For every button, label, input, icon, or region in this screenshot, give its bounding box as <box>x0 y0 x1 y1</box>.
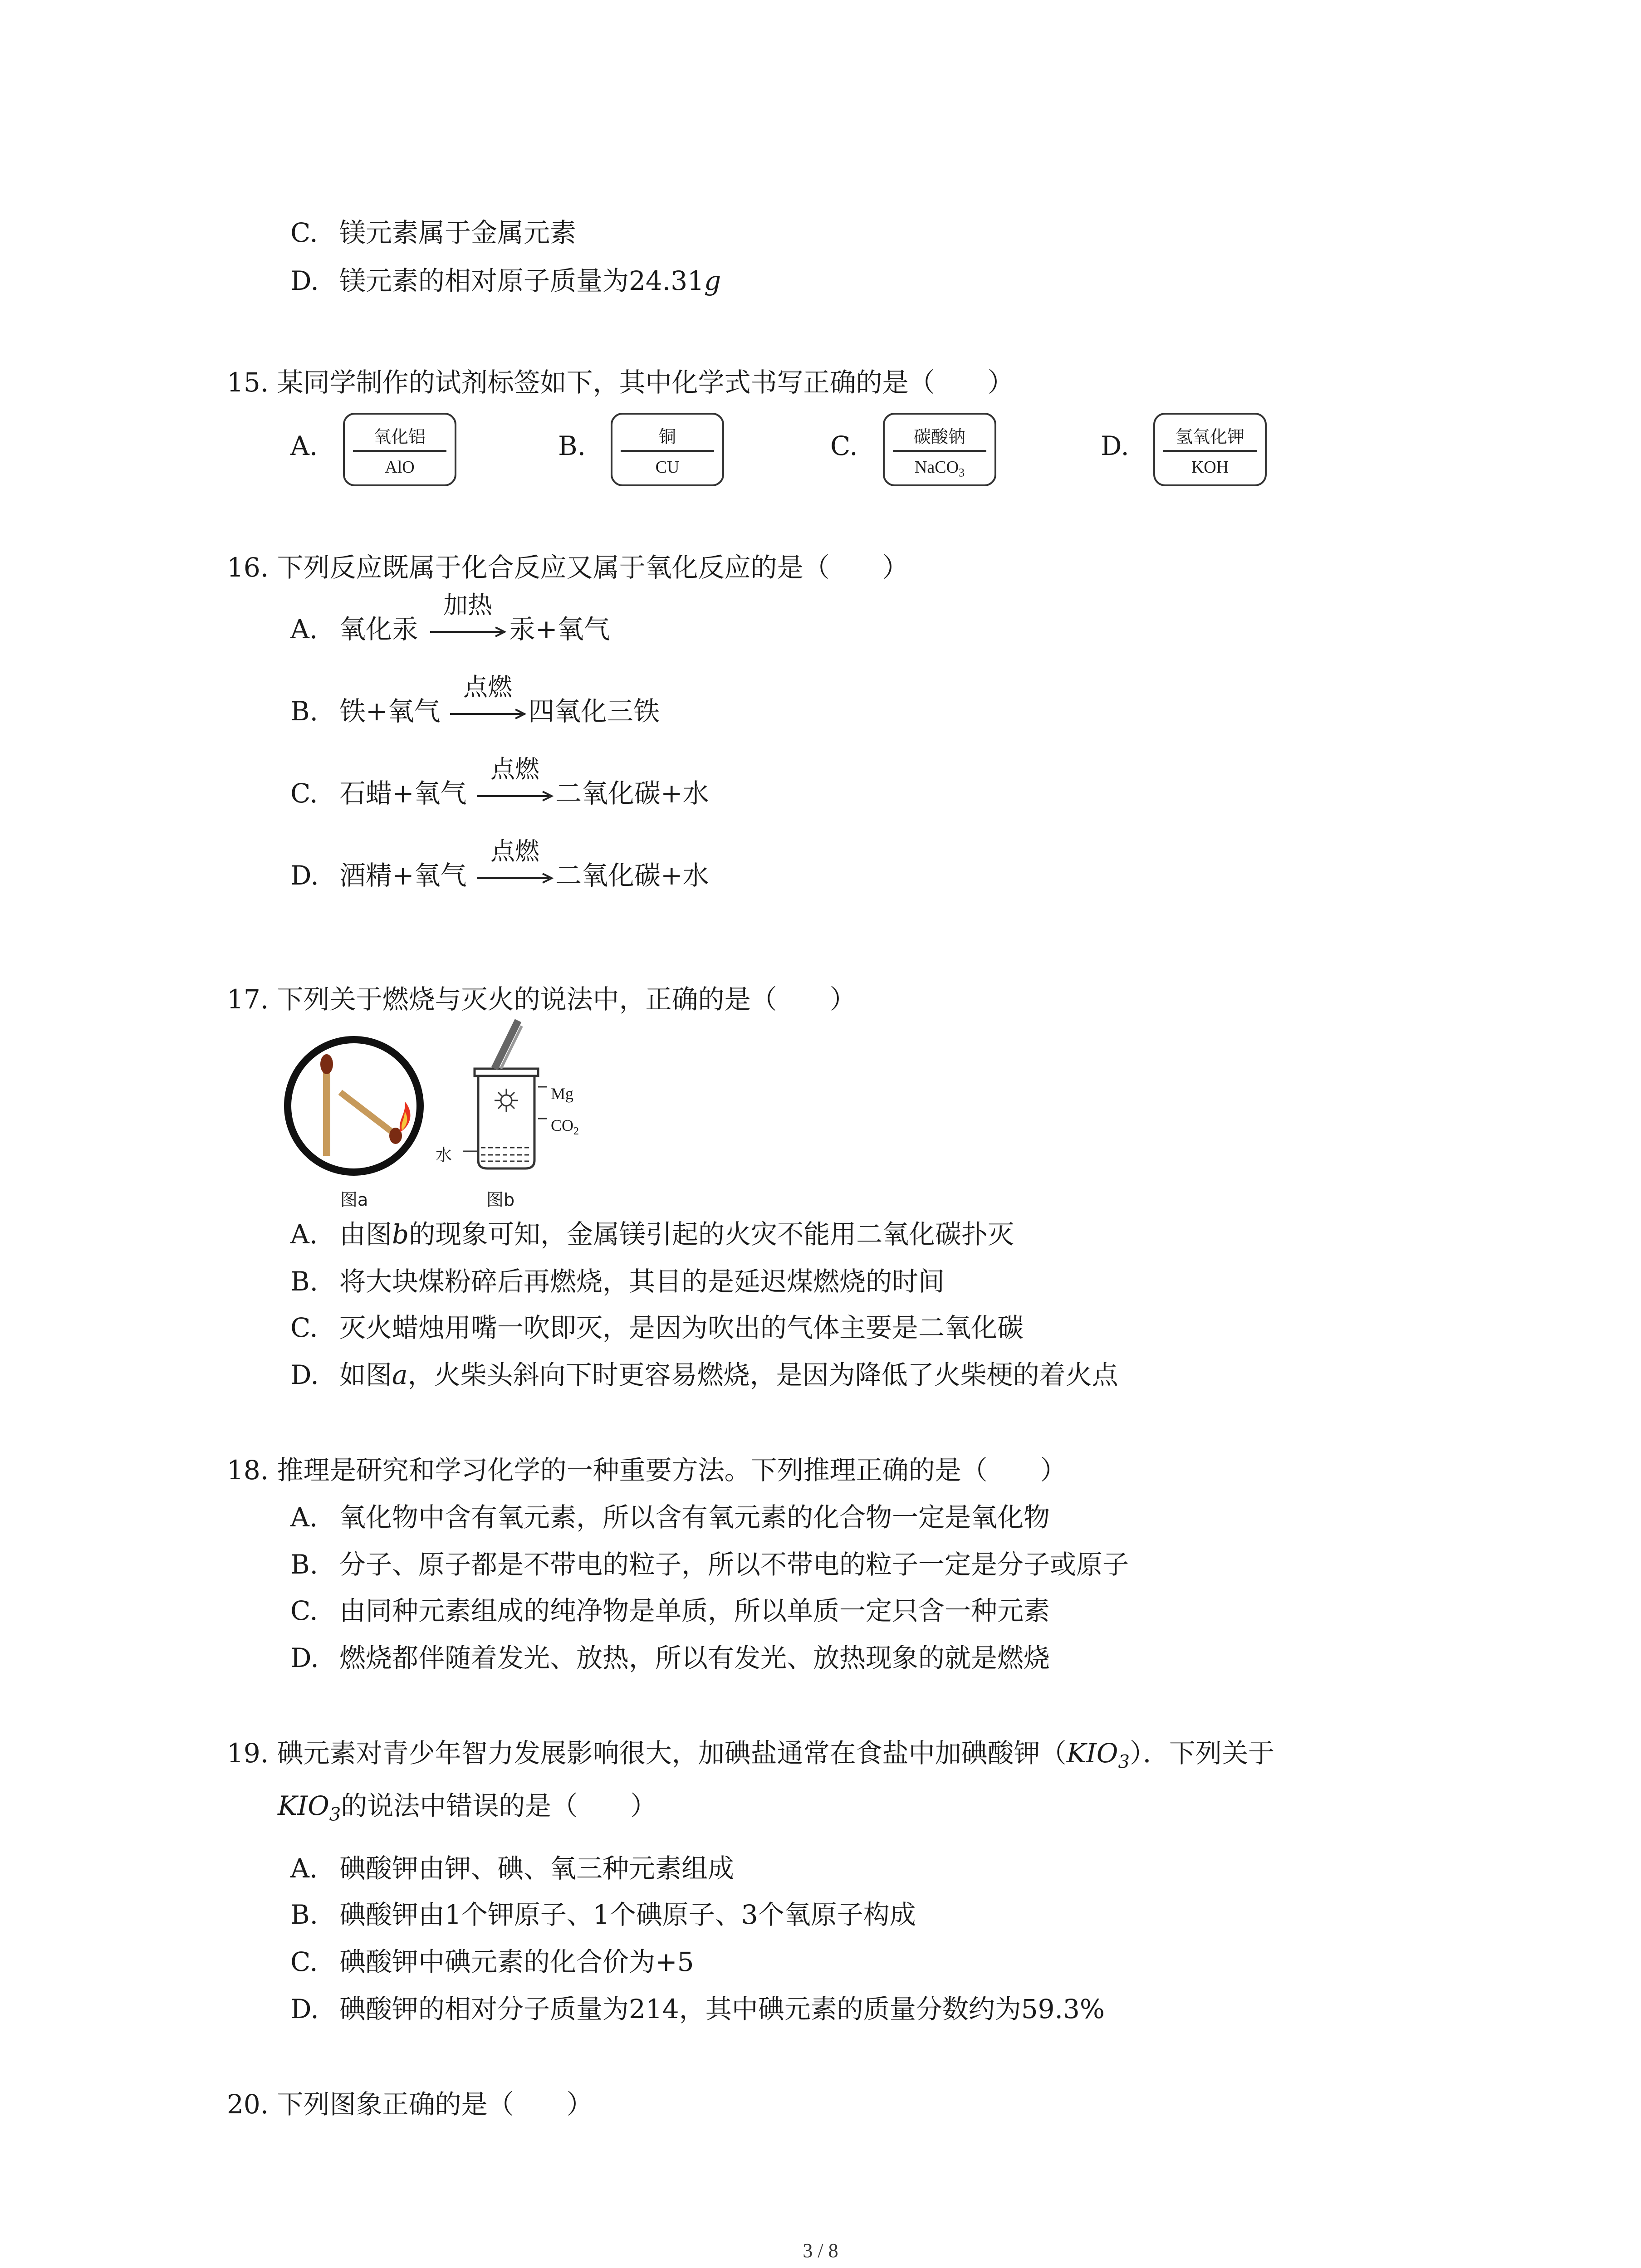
figure-var: b <box>392 1219 409 1250</box>
figure-a-caption: 图a <box>340 1190 368 1210</box>
option-letter: D. <box>290 265 319 296</box>
option-letter: A. <box>290 1219 318 1250</box>
option-text: 镁元素的相对原子质量为24.31 <box>339 265 705 296</box>
q14-option-c <box>290 217 576 249</box>
option-text: 碘酸钾的相对分子质量为214，其中碘元素的质量分数约为59.3% <box>339 1994 1105 2024</box>
reactants: 酒精+氧气 <box>339 860 467 891</box>
label-formula: CU <box>655 458 680 477</box>
q20-stem: 20. 下列图象正确的是（ ） <box>227 2089 593 2120</box>
option-text: 分子、原子都是不带电的粒子，所以不带电的粒子一定是分子或原子 <box>339 1549 1129 1580</box>
q18-option-b <box>290 1549 1129 1580</box>
q18-option-c <box>290 1595 1050 1627</box>
q19-stem-line2: $KIO_3$的说法中错误的是（ ） <box>278 1790 657 1825</box>
q18-option-a <box>290 1501 1050 1533</box>
q15-option-a-letter: A. <box>290 430 318 461</box>
label-formula: KOH <box>1191 458 1229 477</box>
unit-text: g <box>704 265 721 296</box>
option-text: 如图 <box>339 1359 392 1390</box>
option-text: 的现象可知，金属镁引起的火灾不能用二氧化碳扑灭 <box>409 1219 1014 1250</box>
reactants: 石蜡+氧气 <box>339 778 467 809</box>
label-name: 氢氧化钾 <box>1175 427 1244 447</box>
q19-option-c <box>290 1946 694 1978</box>
reaction-condition: 点燃 <box>490 755 539 783</box>
reaction-arrow-d <box>476 838 554 888</box>
reactants: 氧化汞 <box>339 614 419 645</box>
q19-stem-line1: 19. 碘元素对青少年智力发展影响很大，加碘盐通常在食盐中加碘酸钾$(KIO_3)$．下列关于 <box>227 1738 1274 1773</box>
option-text: 燃烧都伴随着发光、放热，所以有发光、放热现象的就是燃烧 <box>339 1642 1050 1673</box>
arrow-icon <box>476 789 554 803</box>
q18-option-d <box>290 1642 1050 1674</box>
q14-option-d <box>290 265 721 297</box>
option-letter: B. <box>290 696 318 727</box>
reagent-label-b <box>611 413 724 486</box>
option-letter: D. <box>290 1994 319 2024</box>
option-letter: D. <box>290 1359 319 1390</box>
option-letter: B. <box>290 1549 318 1580</box>
option-letter: A. <box>290 614 318 645</box>
option-letter: C. <box>290 1595 318 1626</box>
option-letter: C. <box>290 778 318 809</box>
products: 汞+氧气 <box>509 614 610 645</box>
label-divider <box>893 450 986 452</box>
label-divider <box>621 450 714 452</box>
q15-stem: 15. 某同学制作的试剂标签如下，其中化学式书写正确的是（ ） <box>227 367 1014 398</box>
formula-kio3: $KIO_3$ <box>278 1790 341 1825</box>
option-letter: A. <box>290 1502 318 1533</box>
reaction-condition: 点燃 <box>463 673 512 701</box>
reaction-arrow-a <box>429 591 506 641</box>
arrow-icon <box>449 707 526 721</box>
reagent-label-a <box>343 413 456 486</box>
figure-b-mg-label: Mg <box>551 1085 574 1103</box>
reaction-arrow-b <box>449 674 526 723</box>
products: 二氧化碳+水 <box>555 778 709 809</box>
q15-option-d-letter: D. <box>1101 430 1129 461</box>
q17-option-d <box>290 1359 1118 1391</box>
reaction-condition: 点燃 <box>490 837 539 865</box>
label-name: 铜 <box>658 427 676 447</box>
option-letter: C. <box>290 217 318 248</box>
formula-kio3: $KIO_3$ <box>1066 1738 1130 1773</box>
q16-option-b <box>290 695 441 727</box>
option-text: 氧化物中含有氧元素，所以含有氧元素的化合物一定是氧化物 <box>339 1502 1050 1533</box>
arrow-icon <box>429 625 506 639</box>
figure-a-match-icon <box>281 1033 431 1183</box>
arrow-icon <box>476 871 554 885</box>
q17-option-a <box>290 1218 1014 1250</box>
q17-option-c <box>290 1312 1024 1344</box>
q16-option-d <box>290 860 467 891</box>
page-number: 3 / 8 <box>803 2239 838 2262</box>
option-letter: C. <box>290 1312 318 1343</box>
label-name: 氧化铝 <box>373 427 426 447</box>
q19-option-d <box>290 1993 1105 2025</box>
figure-b-water-label: 水 <box>436 1146 452 1164</box>
option-letter: A. <box>290 1853 318 1884</box>
q19-option-b <box>290 1899 916 1931</box>
option-text: 碘酸钾由1个钾原子、1个碘原子、3个氧原子构成 <box>339 1899 916 1930</box>
reactants: 铁+氧气 <box>339 696 441 727</box>
label-divider <box>1163 450 1257 452</box>
q17-option-b <box>290 1266 945 1297</box>
q16-stem: 16. 下列反应既属于化合反应又属于氧化反应的是（ ） <box>227 552 909 583</box>
figure-b-co2-label: $CO_2$ <box>551 1116 579 1138</box>
option-letter: B. <box>290 1266 318 1297</box>
figure-b-caption: 图b <box>486 1190 515 1210</box>
option-letter: B. <box>290 1899 318 1930</box>
reagent-label-d <box>1153 413 1267 486</box>
figure-var: a <box>392 1359 408 1390</box>
q16-option-a <box>290 613 418 645</box>
option-text: 碘酸钾中碘元素的化合价为+5 <box>339 1946 694 1977</box>
reaction-condition: 加热 <box>443 591 492 619</box>
option-text: 碘酸钾由钾、碘、氧三种元素组成 <box>339 1853 735 1884</box>
label-divider <box>353 450 446 452</box>
label-formula: AlO <box>385 458 415 477</box>
reaction-arrow-c <box>476 756 554 806</box>
q17-stem: 17. 下列关于燃烧与灭火的说法中，正确的是（ ） <box>227 984 856 1015</box>
option-text: 由图 <box>339 1219 392 1250</box>
figure-b-jar-icon <box>454 1016 603 1184</box>
q19-option-a <box>290 1853 734 1884</box>
q15-option-b-letter: B. <box>558 430 586 461</box>
q18-stem: 18. 推理是研究和学习化学的一种重要方法。下列推理正确的是（ ） <box>227 1455 1067 1486</box>
option-letter: C. <box>290 1946 318 1977</box>
option-letter: D. <box>290 860 319 891</box>
option-text: 镁元素属于金属元素 <box>339 217 577 248</box>
option-text: 将大块煤粉碎后再燃烧，其目的是延迟煤燃烧的时间 <box>339 1266 945 1297</box>
label-name: 碳酸钠 <box>913 427 965 447</box>
reagent-label-c <box>883 413 996 486</box>
q15-option-c-letter: C. <box>830 430 858 461</box>
q16-option-c <box>290 777 467 809</box>
option-letter: D. <box>290 1642 319 1673</box>
label-formula: NaCO$_3$ <box>914 458 965 479</box>
products: 四氧化三铁 <box>528 696 660 727</box>
option-text: ，火柴头斜向下时更容易燃烧，是因为降低了火柴梗的着火点 <box>407 1359 1118 1390</box>
products: 二氧化碳+水 <box>555 860 709 891</box>
option-text: 灭火蜡烛用嘴一吹即灭，是因为吹出的气体主要是二氧化碳 <box>339 1312 1024 1343</box>
option-text: 由同种元素组成的纯净物是单质，所以单质一定只含一种元素 <box>339 1595 1050 1626</box>
